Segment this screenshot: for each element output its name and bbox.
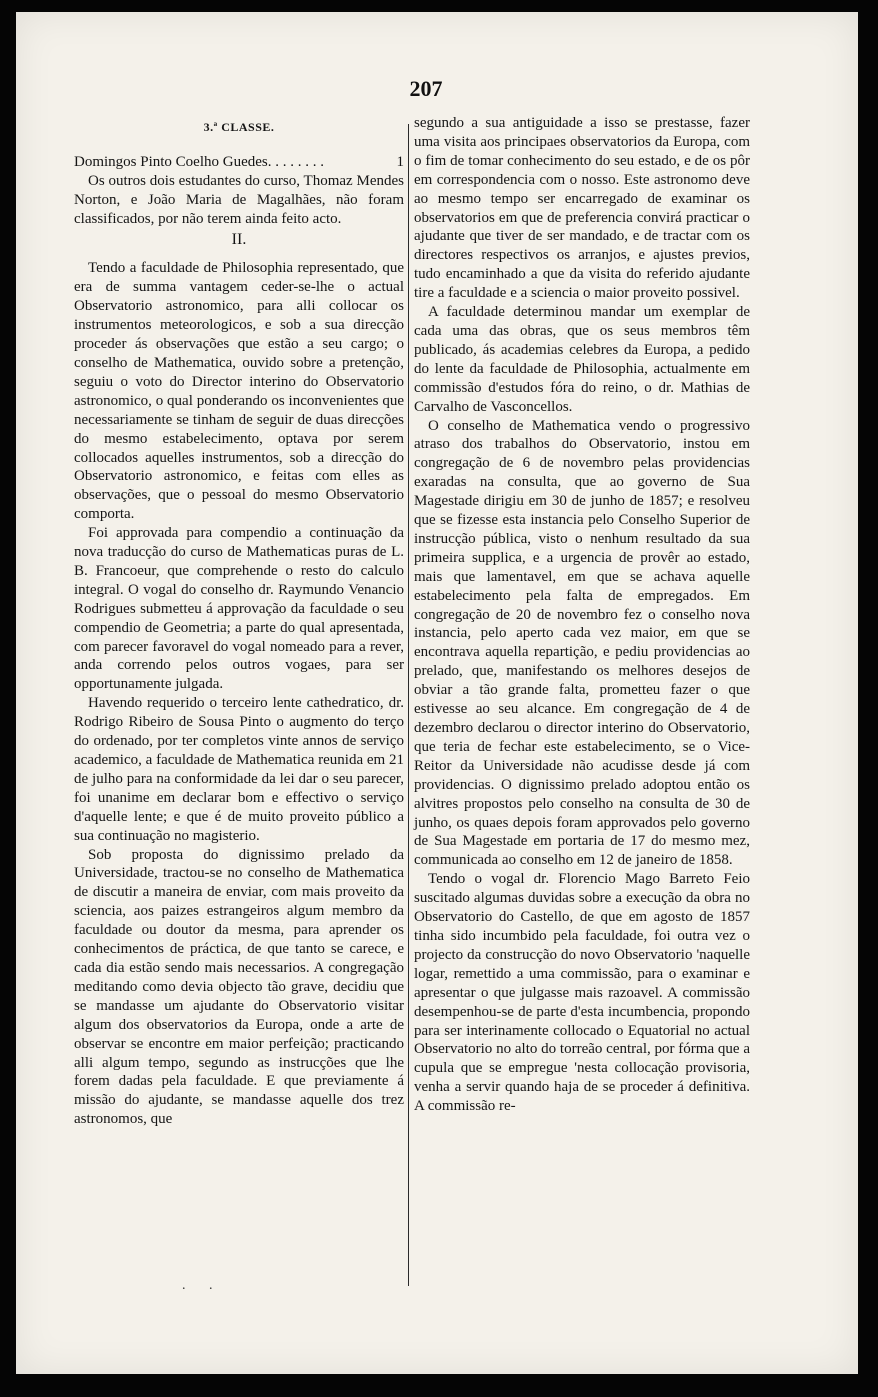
- ranking-position: 1: [396, 153, 404, 170]
- paragraph: O conselho de Mathematica vendo o progressivo atraso dos trabalhos do Observatorio, instou em congregação de 6 de novembro pelas providencias exaradas na consulta, que ao governo de Sua Magestade dirigiu em 30 de junho de 1857; e resolveu que se fizesse esta instancia pelo Conselho Superior de instrucção pública, visto o nenhum resultado da sua primeira supplica, e a urgencia de provêr ao estado, mais que lamentavel, em que se achava aquelle estabelecimento pela falta de empregados. Em congregação de 20 de novembro fez o conselho nova instancia, pelo aperto cada vez maior, em que se encontrava aquella repartição, e pediu providencias ao prelado, que, manifestando os melhores desejos de obviar a tão grande falta, prometteu fazer o que estivesse ao seu alcance. Em congregação de 4 de dezembro declarou o director interino do Observatorio, que teria de fechar este estabelecimento, se o Vice-Reitor da Universidade não acudisse desde já com providencias. O dignissimo prelado adoptou então os alvitres propostos pelo conselho na consulta de 30 de junho, os quaes depois foram approvados pelo governo de Sua Magestade em portaria de 17 do mesmo mez, communicada ao conselho em 12 de janeiro de 1858.: [414, 417, 750, 869]
- section-heading: II.: [231, 230, 247, 248]
- ranking-name: Domingos Pinto Coelho Guedes. . . . . . . .: [74, 153, 324, 170]
- class-heading: 3.ª CLASSE.: [203, 120, 275, 134]
- paragraph: A faculdade determinou mandar um exemplar de cada uma das obras, que os seus membros têm publicado, ás academias celebres da Europa, a pedido do lente da faculdade de Philosophia, actualmente em commissão d'estudos fóra do reino, o dr. Mathias de Carvalho de Vasconcellos.: [414, 304, 750, 415]
- page-number: 207: [409, 76, 443, 101]
- paragraph: Foi approvada para compendio a continuação da nova traducção do curso de Mathematicas puras de L. B. Francoeur, que comprehende o resto do calculo integral. O vogal do conselho dr. Raymundo Venancio Rodrigues submetteu á approvação da faculdade o seu compendio de Geometria; a parte do qual apresentada, com parecer favoravel do vogal nomeado para a rever, anda correndo pelos outros vogaes, para ser opportunamente julgada.: [74, 525, 404, 693]
- column-divider: [408, 124, 409, 1286]
- right-column: [414, 114, 750, 1116]
- paragraph: Tendo a faculdade de Philosophia representado, que era de summa vantagem ceder-se-lhe o actual Observatorio astronomico, para alli collocar os instrumentos meteorologicos, e sob a sua direcção proceder ás observações que estão a seu cargo; o conselho de Mathematica, ouvido sobre a pretenção, seguiu o voto do Director interino do Observatorio astronomico, o qual ponderando os inconvenientes que necessariamente se tinham de seguir de duas direcções do mesmo estabelecimento, optava por serem collocados aquelles instrumentos, sob a direcção do Observatorio astronomico, e feitas com elles as observações, que o pessoal do mesmo Observatorio comporta.: [74, 260, 404, 523]
- footer-dots: . .: [182, 1278, 223, 1293]
- paragraph: Sob proposta do dignissimo prelado da Universidade, tractou-se no conselho de Mathematica de discutir a maneira de enviar, com mais proveito da sciencia, aos paizes estrangeiros algum membro da faculdade ou doutor da mesma, para aprender os conhecimentos de práctica, de que tanto se carece, e cada dia estão sendo mais necessarios. A congregação meditando como devia objecto tão grave, decidiu que se mandasse um ajudante do Observatorio visitar algum dos observatorios da Europa, onde a arte de observar se encontre em maior perfeição; practicando alli algum tempo, segundo as instrucções que lhe forem dadas pela faculdade. E que previamente á missão do ajudante, se mandasse aquelle dos trez astronomos, que: [74, 846, 404, 1128]
- paragraph: Os outros dois estudantes do curso, Thomaz Mendes Norton, e João Maria de Magalhães, não foram classificados, por não terem ainda feito acto.: [74, 172, 404, 227]
- ranking-entry: [74, 153, 404, 172]
- paragraph: Havendo requerido o terceiro lente cathedratico, dr. Rodrigo Ribeiro de Sousa Pinto o augmento do terço do ordenado, por ter completos vinte annos de serviço academico, a faculdade de Mathematica reunida em 21 de julho para na conformidade da lei dar o seu parecer, foi unanime em declarar bom e effectivo o serviço d'aquelle lente; e que é de muito proveito público a sua continuação no magisterio.: [74, 695, 404, 844]
- left-column: [74, 114, 404, 1129]
- paragraph: Tendo o vogal dr. Florencio Mago Barreto Feio suscitado algumas duvidas sobre a execução da obra no Observatorio do Castello, de que em agosto de 1857 tinha sido incumbido pela faculdade, foi outra vez o projecto da construcção do novo Observatorio 'naquelle logar, remettido a uma commissão, para o examinar e apresentar o que julgasse mais razoavel. A commissão desempenhou-se de parte d'esta incumbencia, propondo para ser interinamente collocado o Equatorial no actual Observatorio no alto do torreão central, por fórma que a cupula que se empregue 'nesta collocação provisoria, venha a servir quando haja de se proceder á definitiva. A commissão re-: [414, 871, 750, 1115]
- book-page: [16, 12, 858, 1374]
- paragraph: segundo a sua antiguidade a isso se prestasse, fazer uma visita aos principaes observatorios da Europa, com o fim de tomar conhecimento do seu estado, e de os pôr em correspondencia com o nosso. Este astronomo deve ao mesmo tempo ser encarregado de examinar os observatorios em que de preferencia convirá practicar o ajudante que tiver de ser mandado, e de tractar com os directores respectivos os arranjos, e ajustes previos, tudo encaminhado a que da visita do referido ajudante tire a faculdade e a sciencia o maior proveito possivel.: [414, 115, 750, 302]
